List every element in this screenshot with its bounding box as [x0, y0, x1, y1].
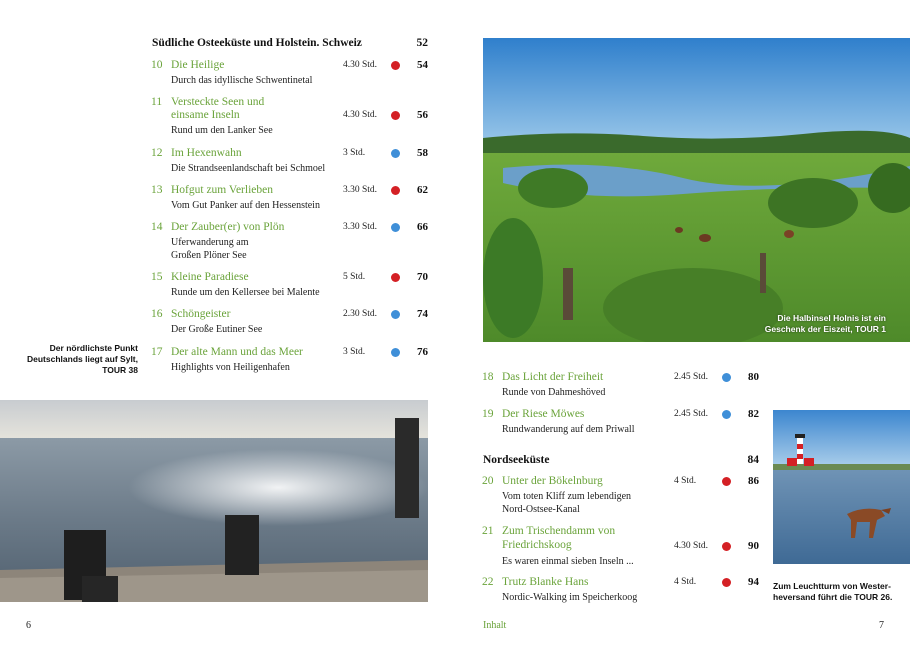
entry-number: 16: [151, 308, 163, 320]
westerhever-photo-caption: [773, 581, 903, 603]
entry-number: 14: [151, 221, 163, 233]
entry-number: 12: [151, 147, 163, 159]
entry-page[interactable]: 66: [417, 221, 428, 233]
entry-subtitle: Runde von Dahmeshöved: [502, 387, 606, 398]
difficulty-dot-red: [722, 578, 731, 587]
caption-line: Deutschlands liegt auf Sylt,: [27, 354, 138, 364]
entry-number: 18: [482, 371, 494, 383]
entry-subtitle-line-1: Uferwanderung am: [171, 237, 249, 248]
entry-title[interactable]: Trutz Blanke Hans: [502, 576, 589, 588]
section-title-nordsee: Nordseeküste: [483, 454, 550, 466]
sea-image: [0, 400, 428, 602]
entry-page[interactable]: 54: [417, 59, 428, 71]
caption-line: TOUR 38: [102, 365, 138, 375]
entry-number: 22: [482, 576, 494, 588]
entry-title[interactable]: Hofgut zum Verlieben: [171, 184, 273, 196]
sylt-sea-photo: [0, 400, 428, 602]
difficulty-dot-red: [391, 186, 400, 195]
entry-number: 11: [151, 96, 163, 108]
entry-duration: 3.30 Std.: [343, 222, 378, 232]
entry-duration: 5 Std.: [343, 272, 366, 282]
entry-page[interactable]: 70: [417, 271, 428, 283]
difficulty-dot-blue: [391, 223, 400, 232]
entry-duration: 2.45 Std.: [674, 372, 709, 382]
entry-duration: 3 Std.: [343, 347, 366, 357]
entry-duration: 3.30 Std.: [343, 185, 378, 195]
entry-title[interactable]: Im Hexenwahn: [171, 147, 242, 159]
page-number-right: 7: [879, 620, 884, 631]
entry-title-line-2[interactable]: einsame Inseln: [171, 109, 240, 121]
entry-title[interactable]: Das Licht der Freiheit: [502, 371, 604, 383]
entry-title-line-1[interactable]: Versteckte Seen und: [171, 96, 265, 108]
difficulty-dot-red: [391, 273, 400, 282]
difficulty-dot-blue: [391, 149, 400, 158]
entry-subtitle-line-2: Nord-Ostsee-Kanal: [502, 504, 580, 515]
difficulty-dot-red: [722, 542, 731, 551]
entry-page[interactable]: 82: [748, 408, 759, 420]
entry-title-line-2[interactable]: Friedrichskoog: [502, 539, 572, 551]
entry-title[interactable]: Schöngeister: [171, 308, 231, 320]
difficulty-dot-red: [722, 477, 731, 486]
entry-number: 21: [482, 525, 494, 537]
difficulty-dot-blue: [391, 310, 400, 319]
entry-title[interactable]: Unter der Bökelnburg: [502, 475, 603, 487]
caption-line: Die Halbinsel Holnis ist ein: [777, 313, 886, 323]
entry-subtitle: Rund um den Lanker See: [171, 125, 273, 136]
entry-number: 10: [151, 59, 163, 71]
entry-page[interactable]: 74: [417, 308, 428, 320]
entry-subtitle: Der Große Eutiner See: [171, 324, 263, 335]
difficulty-dot-blue: [722, 373, 731, 382]
lighthouse-image: [773, 410, 910, 564]
difficulty-dot-red: [391, 111, 400, 120]
entry-duration: 4.30 Std.: [343, 110, 378, 120]
entry-subtitle: Rundwanderung auf dem Priwall: [502, 424, 635, 435]
entry-title-line-1[interactable]: Zum Trischendamm von: [502, 525, 616, 537]
entry-duration: 2.45 Std.: [674, 409, 709, 419]
entry-subtitle: Es waren einmal sieben Inseln ...: [502, 556, 634, 567]
page-number-left: 6: [26, 620, 31, 631]
entry-duration: 3 Std.: [343, 148, 366, 158]
entry-duration: 4.30 Std.: [674, 541, 709, 551]
entry-title[interactable]: Der Riese Möwes: [502, 408, 585, 420]
entry-duration: 4 Std.: [674, 577, 697, 587]
entry-subtitle-line-1: Vom toten Kliff zum lebendigen: [502, 491, 632, 502]
difficulty-dot-red: [391, 61, 400, 70]
entry-subtitle: Die Strandseenlandschaft bei Schmoel: [171, 163, 326, 174]
footer-section-label: Inhalt: [483, 620, 507, 631]
entry-number: 15: [151, 271, 163, 283]
sylt-photo-caption: [20, 343, 138, 376]
entry-page[interactable]: 58: [417, 147, 428, 159]
difficulty-dot-blue: [722, 410, 731, 419]
westerhever-lighthouse-photo: [773, 410, 910, 564]
section-page-nordsee[interactable]: 84: [747, 454, 759, 466]
entry-subtitle: Durch das idyllische Schwentinetal: [171, 75, 313, 86]
caption-line: heversand führt die TOUR 26.: [773, 592, 893, 602]
entry-page[interactable]: 56: [417, 109, 428, 121]
entry-number: 19: [482, 408, 494, 420]
entry-subtitle: Runde um den Kellersee bei Malente: [171, 287, 320, 298]
entry-subtitle-line-2: Großen Plöner See: [171, 250, 247, 261]
entry-title[interactable]: Die Heilige: [171, 59, 225, 71]
section-page-ostsee[interactable]: 52: [416, 37, 428, 49]
entry-duration: 4 Std.: [674, 476, 697, 486]
entry-title[interactable]: Kleine Paradiese: [171, 271, 249, 283]
entry-page[interactable]: 94: [748, 576, 759, 588]
entry-page[interactable]: 80: [748, 371, 759, 383]
entry-subtitle: Vom Gut Panker auf den Hessenstein: [171, 200, 320, 211]
entry-page[interactable]: 86: [748, 475, 759, 487]
entry-page[interactable]: 90: [748, 540, 759, 552]
holnis-photo-caption: [740, 313, 886, 335]
section-title-ostsee: Südliche Osteeküste und Holstein. Schweiz: [152, 37, 362, 49]
entry-title[interactable]: Der alte Mann und das Meer: [171, 346, 303, 358]
entry-subtitle: Nordic-Walking im Speicherkoog: [502, 592, 638, 603]
entry-duration: 4.30 Std.: [343, 60, 378, 70]
entry-page[interactable]: 76: [417, 346, 428, 358]
difficulty-dot-blue: [391, 348, 400, 357]
entry-title[interactable]: Der Zauber(er) von Plön: [171, 221, 285, 233]
caption-line: Der nördlichste Punkt: [49, 343, 138, 353]
landscape-image: [483, 38, 910, 342]
entry-number: 20: [482, 475, 494, 487]
entry-subtitle: Highlights von Heiligenhafen: [171, 362, 290, 373]
entry-duration: 2.30 Std.: [343, 309, 378, 319]
entry-page[interactable]: 62: [417, 184, 428, 196]
caption-line: Zum Leuchtturm von Wester-: [773, 581, 891, 591]
entry-number: 13: [151, 184, 163, 196]
caption-line: Geschenk der Eiszeit, TOUR 1: [764, 324, 886, 334]
holnis-landscape-photo: [483, 38, 910, 342]
entry-number: 17: [151, 346, 163, 358]
